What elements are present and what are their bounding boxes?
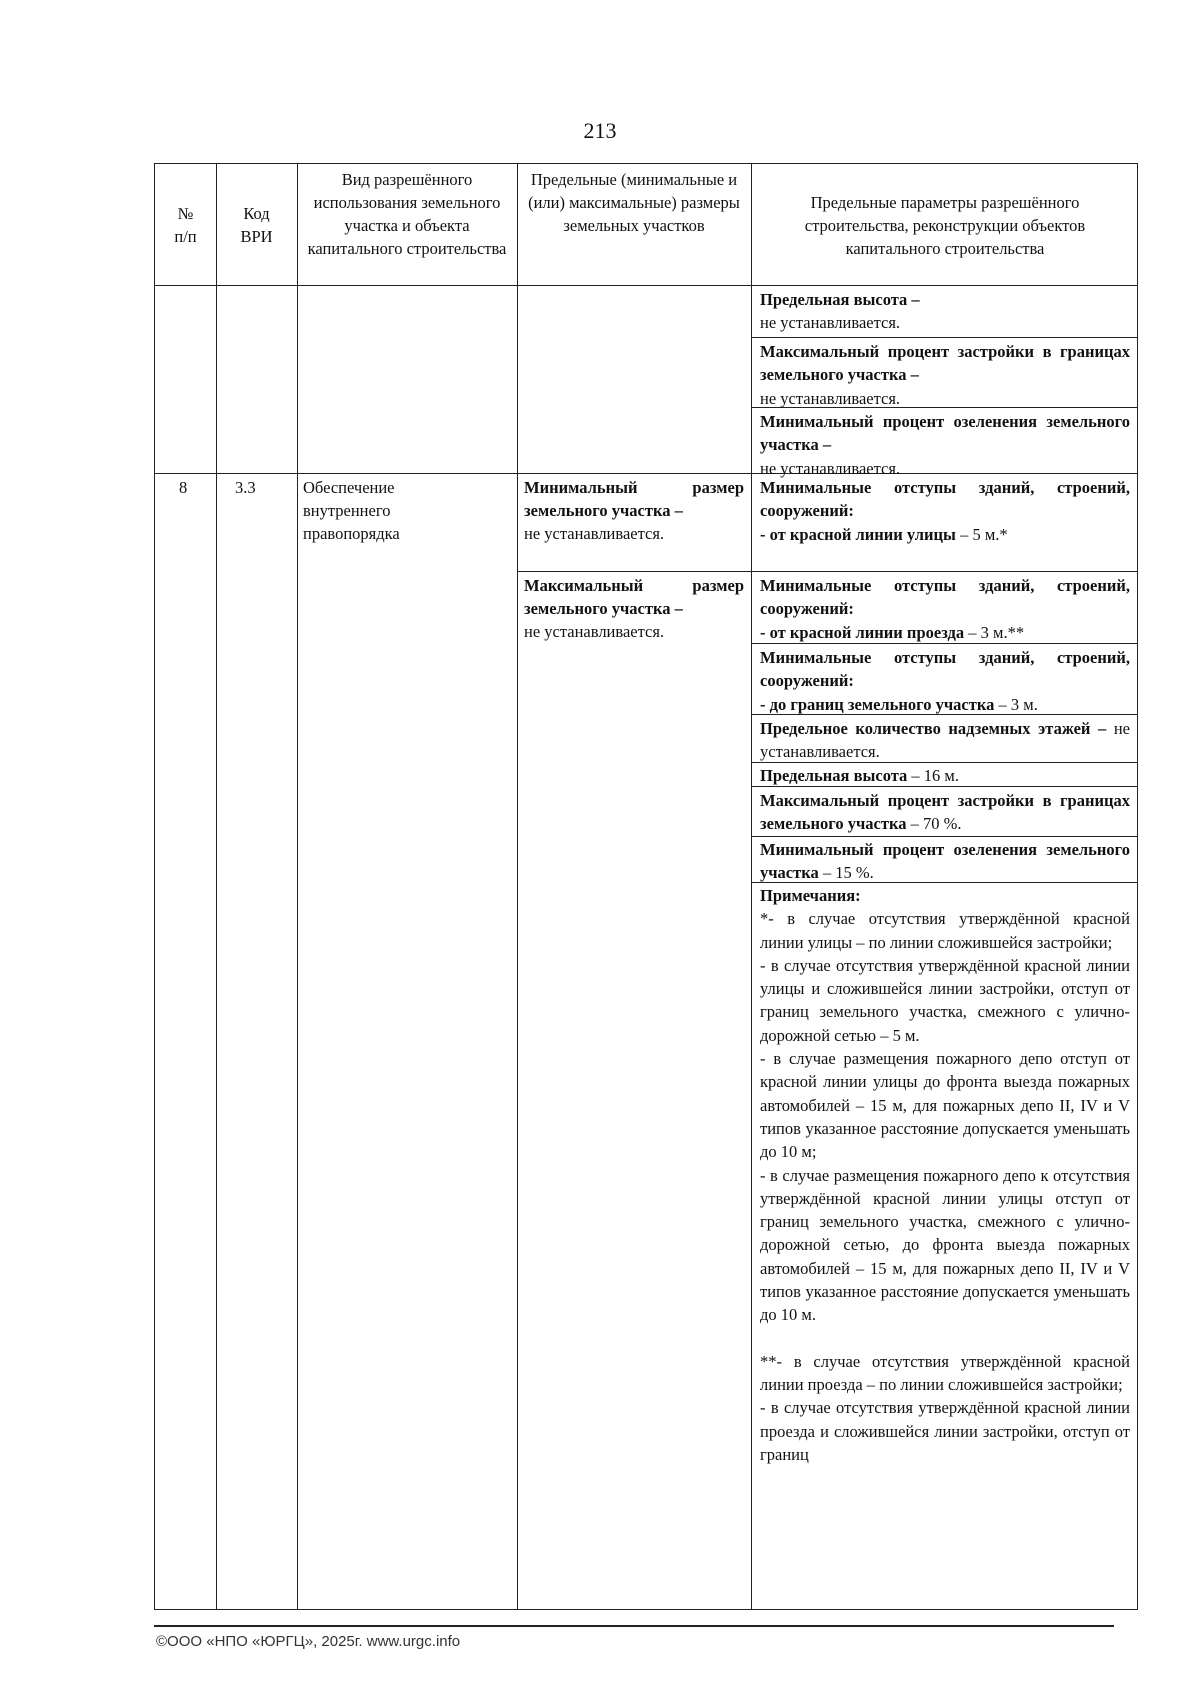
- row-subdivider: [517, 571, 1137, 572]
- note-item: *- в случае отсутствия утверждённой красной линии улицы – по линии сложившейся застройки;: [760, 909, 1130, 952]
- param-green-percent-prev: Минимальный процент озеленения земельного участка – не устанавливается.: [760, 412, 1130, 478]
- header-use: Вид разрешённого использования земельного участка и объекта капитального строительства: [307, 170, 507, 258]
- param-green-percent: Минимальный процент озеленения земельного участка – 15 %.: [760, 840, 1130, 883]
- header-params: Предельные параметры разрешённого строительства, реконструкции объектов капитального строительства: [804, 193, 1086, 258]
- footer-rule: [154, 1625, 1114, 1627]
- note-item: **- в случае отсутствия утверждённой красной линии проезда – по линии сложившейся застройки;: [760, 1351, 1130, 1394]
- col-divider: [297, 164, 298, 1609]
- header-sizes: Предельные (минимальные и (или) максимальные) размеры земельных участков: [528, 170, 740, 235]
- param-floors: Предельное количество надземных этажей – не устанавливается.: [760, 719, 1130, 762]
- note-item: - в случае отсутствия утверждённой красной линии проезда и сложившейся линии застройки, отступ от границ: [760, 1398, 1130, 1464]
- min-size: Минимальный размер земельного участка – не устанавливается.: [524, 478, 744, 543]
- note-item: - в случае отсутствия утверждённой красной линии улицы и сложившейся линии застройки, отступ от границ земельного участка, смежного с улично-дорожной сетью – 5 м.: [760, 955, 1130, 1045]
- col-divider: [751, 164, 752, 1609]
- note-item: - в случае размещения пожарного депо отступ от красной линии улицы до фронта выезда пожарных автомобилей – 15 м, для пожарных депо II, IV и V типов указанное расстояние допускается уменьшать до 10 м;: [760, 1049, 1130, 1162]
- header-code: Код ВРИ: [240, 204, 273, 246]
- notes-title: Примечания:: [760, 886, 861, 905]
- header-divider: [155, 285, 1137, 286]
- param-offset-passage: Минимальные отступы зданий, строений, сооружений: - от красной линии проезда – 3 м.**: [760, 576, 1130, 642]
- param-max-height: Предельная высота – 16 м.: [760, 766, 959, 785]
- param-build-percent-prev: Максимальный процент застройки в границах земельного участка – не устанавливается.: [760, 342, 1130, 408]
- max-size: Максимальный размер земельного участка – не устанавливается.: [524, 576, 744, 641]
- param-divider: [751, 337, 1137, 338]
- col-divider: [216, 164, 217, 1609]
- param-max-height-prev: Предельная высота – не устанавливается.: [760, 290, 920, 333]
- param-divider: [751, 836, 1137, 837]
- zoning-table: [154, 163, 1138, 1610]
- footer: ©ООО «НПО «ЮРГЦ», 2025г. www.urgc.info: [156, 1633, 461, 1650]
- param-build-percent: Максимальный процент застройки в границах земельного участка – 70 %.: [760, 791, 1130, 834]
- col-divider: [517, 164, 518, 1609]
- param-offset-street: Минимальные отступы зданий, строений, сооружений: - от красной линии улицы – 5 м.*: [760, 478, 1130, 544]
- row-use: Обеспечение внутреннего правопорядка: [303, 478, 400, 543]
- note-item: - в случае размещения пожарного депо к отсутствия утверждённой красной линии улицы отступ от границ земельного участка, смежного с улично-дорожной сетью, до фронта выезда пожарных автомобилей – 15 м, для пожарных депо II, IV и V типов указанное расстояние допускается уменьшать до 10 м.: [760, 1165, 1130, 1325]
- row-num: 8: [179, 478, 188, 497]
- page-number: 213: [583, 118, 617, 143]
- notes: [760, 884, 1130, 1466]
- param-offset-boundary: Минимальные отступы зданий, строений, сооружений: - до границ земельного участка – 3 м.: [760, 648, 1130, 714]
- header-num: № п/п: [174, 204, 197, 246]
- row-code: 3.3: [235, 478, 256, 497]
